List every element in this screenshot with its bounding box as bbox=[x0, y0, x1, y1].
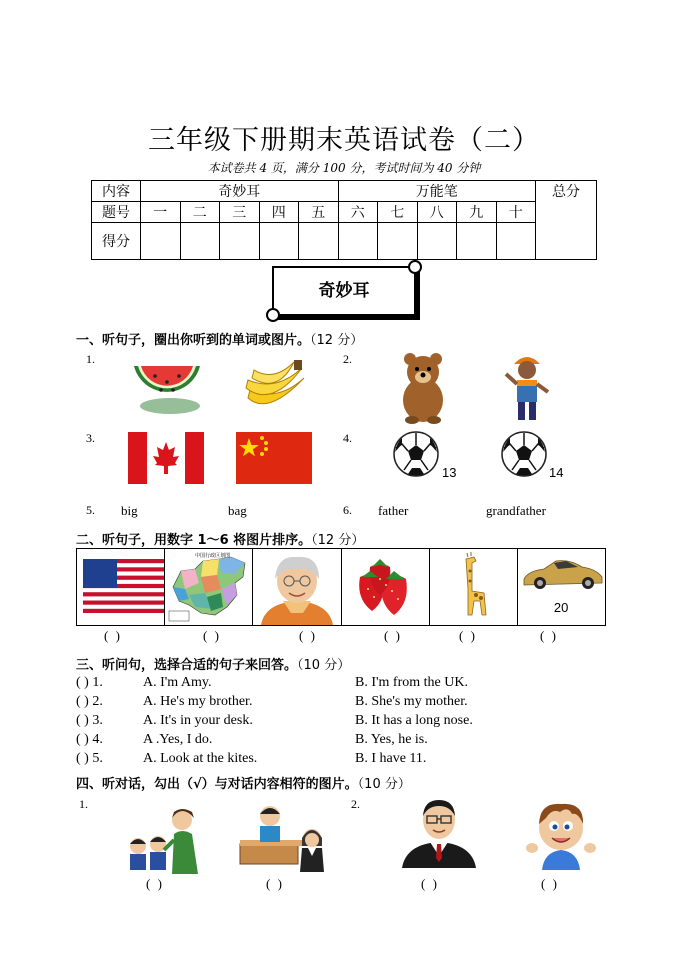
question-number: 六 bbox=[338, 202, 378, 223]
answer-blank[interactable]: ( ) bbox=[299, 628, 317, 643]
bananas-picture[interactable] bbox=[238, 358, 310, 414]
answer-paren[interactable]: ( ) 3. bbox=[76, 713, 103, 728]
china-flag-picture[interactable] bbox=[236, 432, 312, 484]
car-number: 20 bbox=[553, 600, 569, 615]
option-b[interactable]: B. I have 11. bbox=[355, 751, 427, 766]
answer-blank[interactable]: ( ) bbox=[203, 628, 221, 643]
map-caption: 中国行政区划图 bbox=[195, 553, 231, 559]
picture-strip bbox=[76, 548, 606, 626]
worker-picture[interactable] bbox=[502, 350, 552, 424]
answer-blank[interactable]: ( ) bbox=[459, 628, 477, 643]
answer-blank[interactable]: ( ) bbox=[146, 876, 164, 891]
businessman-picture[interactable] bbox=[400, 796, 478, 868]
giraffe-picture[interactable] bbox=[430, 549, 518, 625]
question-number: 一 bbox=[141, 202, 181, 223]
item-number: 1. bbox=[86, 352, 95, 366]
option-a[interactable]: A. He's my brother. bbox=[143, 694, 253, 709]
answer-paren[interactable]: ( ) 5. bbox=[76, 751, 103, 766]
question-row bbox=[76, 732, 596, 750]
answer-paren[interactable]: ( ) 1. bbox=[76, 675, 103, 690]
option-b[interactable]: B. Yes, he is. bbox=[355, 732, 428, 747]
page-title: 三年级下册期末英语试卷（二） bbox=[148, 125, 540, 156]
section4-heading: 四、听对话，勾出（√）与对话内容相符的图片。（10 分） bbox=[76, 777, 411, 792]
item-number: 5. bbox=[86, 503, 95, 517]
score-table-part1: 奇妙耳 bbox=[141, 181, 339, 202]
score-cell[interactable] bbox=[180, 223, 220, 260]
grandma-picture[interactable] bbox=[253, 549, 341, 625]
canada-flag-picture[interactable] bbox=[128, 432, 204, 484]
boy-picture[interactable] bbox=[526, 798, 596, 870]
question-row bbox=[76, 694, 596, 712]
answer-blank[interactable]: ( ) bbox=[104, 628, 122, 643]
china-map-picture[interactable] bbox=[165, 549, 253, 625]
question-number: 二 bbox=[180, 202, 220, 223]
answer-blank[interactable]: ( ) bbox=[266, 876, 284, 891]
section-banner-label: 奇妙耳 bbox=[318, 281, 370, 301]
answer-blank[interactable]: ( ) bbox=[540, 628, 558, 643]
word-option[interactable]: grandfather bbox=[486, 503, 546, 518]
question-row bbox=[76, 713, 596, 731]
word-option[interactable]: bag bbox=[228, 503, 247, 518]
answer-blank[interactable]: ( ) bbox=[384, 628, 402, 643]
question-number: 三 bbox=[220, 202, 260, 223]
item-number: 1. bbox=[79, 797, 88, 811]
watermelon-picture[interactable] bbox=[130, 358, 204, 414]
question-number: 四 bbox=[259, 202, 299, 223]
section3-heading: 三、听问句，选择合适的句子来回答。（10 分） bbox=[76, 658, 351, 673]
exam-info: 本试卷共 4 页，满分 100 分，考试时间为 40 分钟 bbox=[207, 161, 481, 175]
score-cell[interactable] bbox=[378, 223, 418, 260]
question-number: 十 bbox=[496, 202, 536, 223]
option-a[interactable]: A .Yes, I do. bbox=[143, 732, 213, 747]
option-b[interactable]: B. She's my mother. bbox=[355, 694, 468, 709]
answer-blank[interactable]: ( ) bbox=[421, 876, 439, 891]
answer-paren[interactable]: ( ) 4. bbox=[76, 732, 103, 747]
option-a[interactable]: A. Look at the kites. bbox=[143, 751, 258, 766]
answer-blank[interactable]: ( ) bbox=[541, 876, 559, 891]
option-b[interactable]: B. It has a long nose. bbox=[355, 713, 473, 728]
ball-number: 14 bbox=[549, 465, 564, 480]
item-number: 2. bbox=[343, 352, 352, 366]
question-row bbox=[76, 675, 596, 693]
strawberries-picture[interactable] bbox=[342, 549, 430, 625]
score-cell[interactable] bbox=[338, 223, 378, 260]
score-cell[interactable] bbox=[417, 223, 457, 260]
question-number: 七 bbox=[378, 202, 418, 223]
section2-heading: 二、听句子，用数字 1～6 将图片排序。（12 分） bbox=[76, 533, 365, 548]
score-table-part2: 万能笔 bbox=[338, 181, 536, 202]
item-number: 3. bbox=[86, 431, 95, 445]
question-number: 九 bbox=[457, 202, 497, 223]
soccer-ball-picture[interactable] bbox=[500, 430, 548, 478]
ball-number: 13 bbox=[442, 465, 457, 480]
item-number: 6. bbox=[343, 503, 352, 517]
usa-flag-picture[interactable] bbox=[77, 549, 165, 625]
car-picture[interactable] bbox=[518, 549, 605, 625]
bear-picture[interactable] bbox=[390, 350, 456, 424]
score-cell[interactable] bbox=[259, 223, 299, 260]
section1-heading: 一、听句子，圈出你听到的单词或图片。（12 分） bbox=[76, 333, 364, 348]
soccer-ball-picture[interactable] bbox=[392, 430, 440, 478]
question-row bbox=[76, 751, 596, 769]
item-number: 2. bbox=[351, 797, 360, 811]
item-number: 4. bbox=[343, 431, 352, 445]
score-table bbox=[91, 180, 597, 260]
score-cell[interactable] bbox=[457, 223, 497, 260]
score-cell[interactable] bbox=[299, 223, 339, 260]
score-cell[interactable] bbox=[220, 223, 260, 260]
teacher-and-students-picture[interactable] bbox=[124, 800, 208, 874]
option-a[interactable]: A. It's in your desk. bbox=[143, 713, 253, 728]
question-number: 八 bbox=[417, 202, 457, 223]
score-cell[interactable] bbox=[496, 223, 536, 260]
option-b[interactable]: B. I'm from the UK. bbox=[355, 675, 468, 690]
score-table-content-label: 内容 bbox=[92, 181, 141, 202]
answer-paren[interactable]: ( ) 2. bbox=[76, 694, 103, 709]
score-table-number-label: 题号 bbox=[92, 202, 141, 223]
word-option[interactable]: father bbox=[378, 503, 409, 518]
word-option[interactable]: big bbox=[121, 503, 138, 518]
score-cell[interactable] bbox=[141, 223, 181, 260]
score-table-total: 总分 bbox=[536, 181, 597, 260]
teacher-at-desk-picture[interactable] bbox=[238, 800, 330, 874]
score-table-score-label: 得分 bbox=[92, 223, 141, 260]
question-number: 五 bbox=[299, 202, 339, 223]
option-a[interactable]: A. I'm Amy. bbox=[143, 675, 212, 690]
section-banner bbox=[272, 266, 416, 316]
question-list bbox=[76, 675, 596, 770]
